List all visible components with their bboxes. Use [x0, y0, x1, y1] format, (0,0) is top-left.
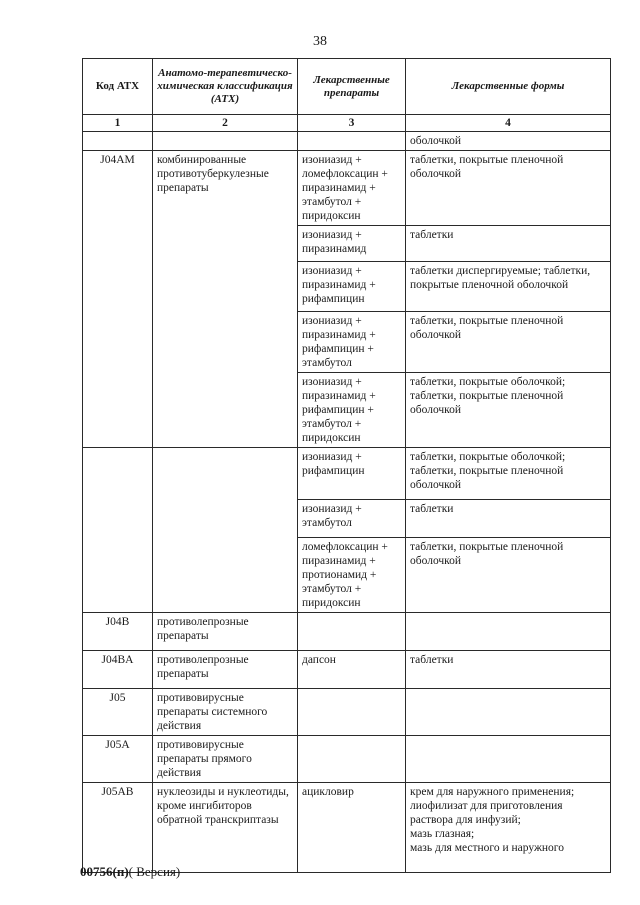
form-line: лиофилизат для приготовления раствора для инфузий; — [410, 800, 563, 826]
cell-drug: изониазид + пиразинамид + рифампицин — [298, 262, 406, 312]
table-row — [83, 651, 611, 689]
cell-form: таблетки диспергируемые; таблетки, покрытые пленочной оболочкой — [406, 262, 611, 312]
cell-form: таблетки, покрытые пленочной оболочкой — [406, 312, 611, 373]
table-row — [83, 783, 611, 873]
cell-code: J05AB — [83, 783, 153, 873]
cell-form: таблетки, покрытые пленочной оболочкой — [406, 538, 611, 613]
header-forms: Лекарственные формы — [406, 59, 611, 115]
footer-suffix: ( Версия) — [128, 864, 181, 879]
cell-drug: изониазид + пиразинамид + рифампицин + этамбутол — [298, 312, 406, 373]
cell-code: J05A — [83, 736, 153, 783]
cell-classification: нуклеозиды и нуклеотиды, кроме ингибиторов обратной транскриптазы — [153, 783, 298, 873]
cell-classification: противолепрозные препараты — [153, 613, 298, 651]
cell-form: таблетки, покрытые оболочкой; таблетки, покрытые пленочной оболочкой — [406, 373, 611, 448]
cell-form — [406, 783, 611, 873]
table-header-row — [83, 59, 611, 115]
cell-drug: изониазид + ломефлоксацин + пиразинамид + этамбутол + пиридоксин — [298, 151, 406, 226]
cell-classification: противолепрозные препараты — [153, 651, 298, 689]
cell-form: таблетки — [406, 651, 611, 689]
header-code: Код АТХ — [83, 59, 153, 115]
cell-drug: изониазид + рифампицин — [298, 448, 406, 500]
table-row — [83, 736, 611, 783]
cell-drug: ацикловир — [298, 783, 406, 873]
column-number-3: 3 — [298, 115, 406, 132]
cell-form: таблетки, покрытые оболочкой; таблетки, покрытые пленочной оболочкой — [406, 448, 611, 500]
cell-classification: комбинированные противотуберкулезные препараты — [153, 151, 298, 448]
atx-table — [82, 58, 611, 873]
document-footer — [80, 864, 180, 880]
cell-drug: изониазид + пиразинамид — [298, 226, 406, 262]
table-row — [83, 151, 611, 226]
column-numbers-row — [83, 115, 611, 132]
cell-drug: изониазид + пиразинамид + рифампицин + этамбутол + пиридоксин — [298, 373, 406, 448]
footer-code: 00756(п) — [80, 864, 129, 879]
cell-classification: противовирусные препараты прямого действия — [153, 736, 298, 783]
cell-form: оболочкой — [406, 132, 611, 151]
cell-form: таблетки — [406, 226, 611, 262]
cell-form: таблетки, покрытые пленочной оболочкой — [406, 151, 611, 226]
table-row — [83, 613, 611, 651]
header-drugs: Лекарственные препараты — [298, 59, 406, 115]
form-line: мазь для местного и наружного — [410, 842, 564, 854]
cell-code: J04B — [83, 613, 153, 651]
column-number-4: 4 — [406, 115, 611, 132]
column-number-1: 1 — [83, 115, 153, 132]
column-number-2: 2 — [153, 115, 298, 132]
cell-drug: изониазид + этамбутол — [298, 500, 406, 538]
table-row — [83, 448, 611, 500]
cell-drug: дапсон — [298, 651, 406, 689]
header-classification: Анатомо-терапевтическо-химическая классификация (АТХ) — [153, 59, 298, 115]
form-line: мазь глазная; — [410, 828, 475, 840]
cell-code: J04BA — [83, 651, 153, 689]
page-number: 38 — [313, 34, 327, 49]
form-line: крем для наружного применения; — [410, 786, 575, 798]
cell-code: J04AM — [83, 151, 153, 448]
cell-drug: ломефлоксацин + пиразинамид + протионамид + этамбутол + пиридоксин — [298, 538, 406, 613]
table-row — [83, 689, 611, 736]
cell-form: таблетки — [406, 500, 611, 538]
table-row — [83, 132, 611, 151]
cell-classification: противовирусные препараты системного действия — [153, 689, 298, 736]
cell-code: J05 — [83, 689, 153, 736]
